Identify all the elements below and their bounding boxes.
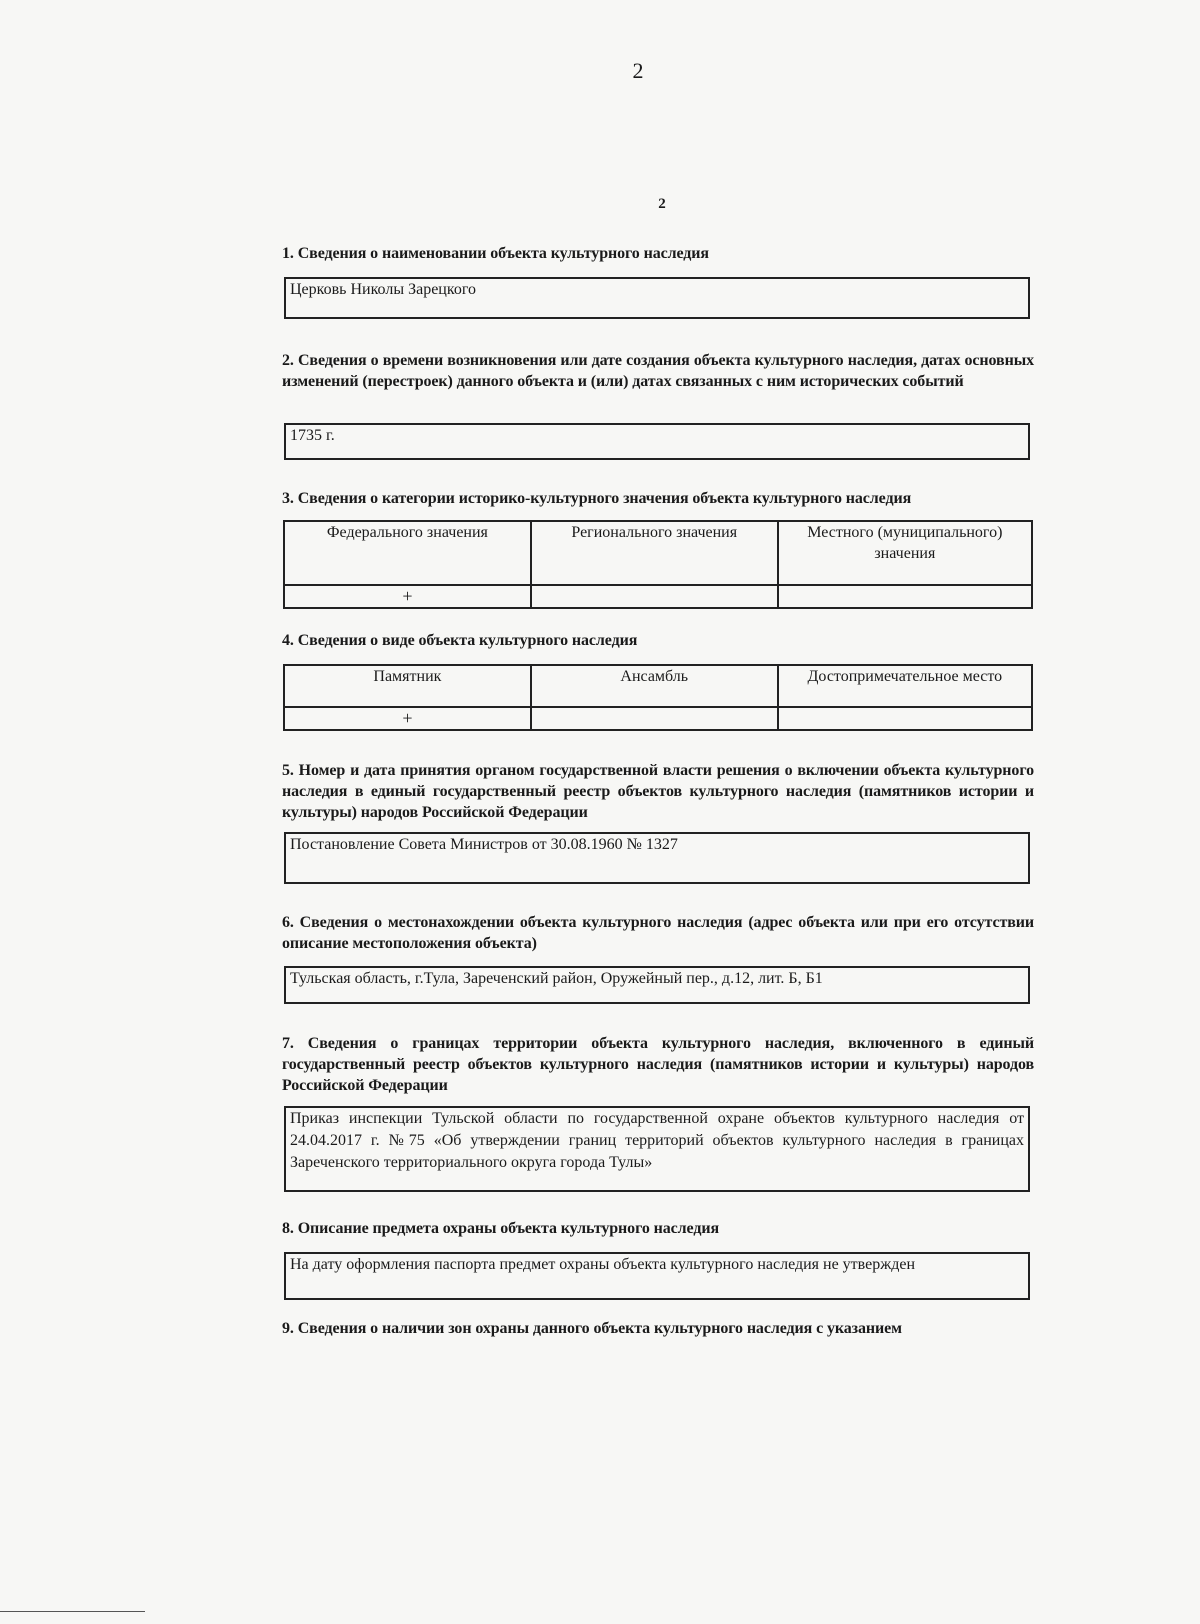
section-4-table — [283, 664, 1033, 731]
section-8-title: 8. Описание предмета охраны объекта культурного наследия — [282, 1220, 720, 1237]
section-2-value: 1735 г. — [290, 427, 335, 444]
section-8-value-box — [284, 1252, 1030, 1300]
section-6-value: Тульская область, г.Тула, Зареченский район, Оружейный пер., д.12, лит. Б, Б1 — [290, 970, 823, 987]
section-2-title: 2. Сведения о времени возникновения или дате создания объекта культурного наследия, датах основных изменений (перестроек) данного объекта и (или) датах связанных с ним исторических событий — [282, 352, 1034, 390]
section-7-title: 7. Сведения о границах территории объекта культурного наследия, включенного в единый государственный реестр объектов культурного наследия (памятников истории и культуры) народов Российской Федерации — [282, 1035, 1034, 1094]
category-regional-mark — [531, 585, 778, 608]
section-1-value: Церковь Николы Зарецкого — [290, 281, 476, 298]
section-3-title: 3. Сведения о категории историко-культурного значения объекта культурного наследия — [282, 490, 912, 507]
section-7-value: Приказ инспекции Тульской области по государственной охране объектов культурного наследия от 24.04.2017 г. №75 «Об утверждении границ территорий объектов культурного наследия в границах Зареченского территориального округа города Тулы» — [290, 1110, 1024, 1171]
section-6-value-box — [284, 966, 1030, 1004]
section-5-title: 5. Номер и дата принятия органом государственной власти решения о включении объекта культурного наследия в единый государственный реестр объектов культурного наследия (памятников истории и культуры) народов Российской Федерации — [282, 762, 1034, 821]
page-number-inner: 2 — [658, 196, 666, 212]
section-7-value-box — [284, 1106, 1030, 1192]
type-landmark-header: Достопримечательное место — [778, 665, 1032, 707]
section-1-value-box — [284, 277, 1030, 319]
section-4-title: 4. Сведения о виде объекта культурного наследия — [282, 632, 638, 649]
category-local-header: Местного (муниципального) значения — [778, 521, 1032, 585]
type-ensemble-header: Ансамбль — [531, 665, 778, 707]
type-monument-header: Памятник — [284, 665, 531, 707]
type-landmark-mark — [778, 707, 1032, 730]
category-local-mark — [778, 585, 1032, 608]
section-2-value-box — [284, 423, 1030, 460]
section-6-title: 6. Сведения о местонахождении объекта культурного наследия (адрес объекта или при его отсутствии описание местоположения объекта) — [282, 914, 1034, 952]
type-ensemble-mark — [531, 707, 778, 730]
page-number-outer: 2 — [632, 58, 644, 83]
scan-edge-line — [0, 1611, 145, 1612]
category-regional-header: Регионального значения — [531, 521, 778, 585]
category-federal-mark: + — [284, 585, 531, 608]
section-3-table — [283, 520, 1033, 609]
section-5-value: Постановление Совета Министров от 30.08.1960 № 1327 — [290, 836, 678, 853]
section-5-value-box — [284, 832, 1030, 884]
section-9-title: 9. Сведения о наличии зон охраны данного объекта культурного наследия с указанием — [282, 1320, 902, 1337]
category-federal-header: Федерального значения — [284, 521, 531, 585]
section-1-title: 1. Сведения о наименовании объекта культурного наследия — [282, 245, 709, 262]
type-monument-mark: + — [284, 707, 531, 730]
section-8-value: На дату оформления паспорта предмет охраны объекта культурного наследия не утвержден — [290, 1256, 916, 1273]
